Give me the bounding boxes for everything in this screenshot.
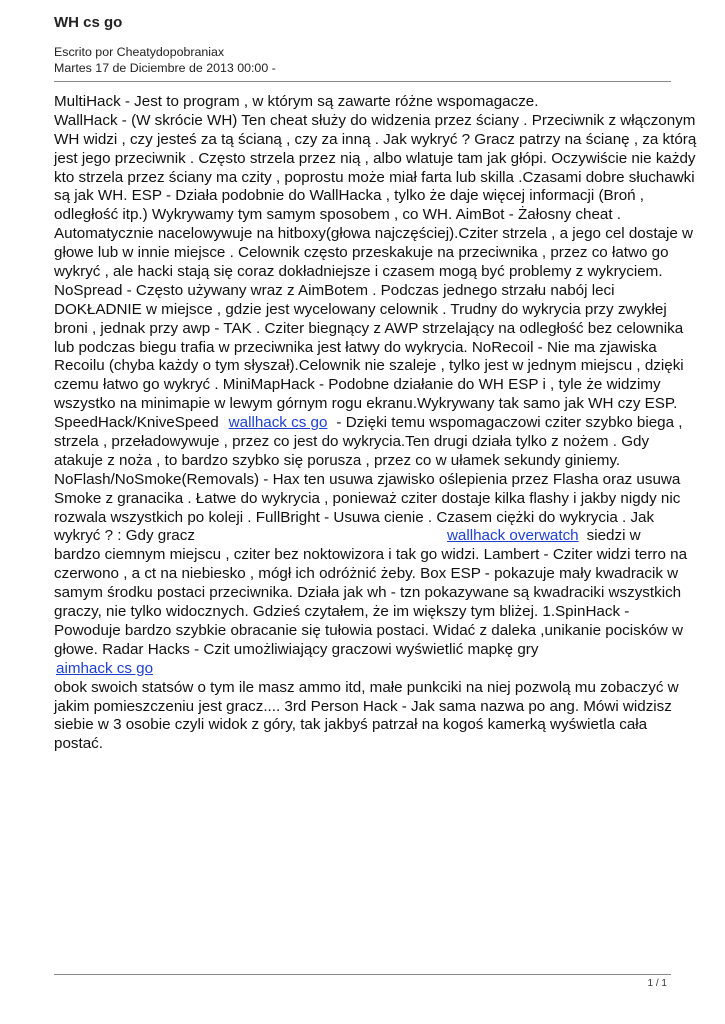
body-text-segment: - Dzięki temu wspomagaczowi cziter szybko biega , <box>336 414 683 432</box>
body-line: strzela , przeładowywuje , przez co jest do wykrycia.Ten drugi działa tylko z nożem . Gdy <box>54 433 650 451</box>
body-line: graczy, nie tylko widocznych. Gdzieś czytałem, że im większy tym bliżej. 1.SpinHack - <box>54 603 630 621</box>
body-line: wykryć , ale hacki stają się coraz dokładniejsze i czasem mogą być problemy z wykryciem. <box>54 263 663 281</box>
body-line: siebie w 3 osobie czyli widok z góry, tak jakbyś patrzał na kogoś kamerką wyświetla cała <box>54 716 648 734</box>
body-line: są jak WH. ESP - Działa podobnie do WallHacka , tylko że daje więcej informacji (Broń , <box>54 187 645 205</box>
body-line: samym środku postaci przeciwnika. Działa jak wh - tzn pokazywane są kwadraciki wszystkich <box>54 584 682 602</box>
body-line: czerwono , a ct na niebiesko , mógł ich odróżnić żeby. Box ESP - pokazuje mały kwadracik w <box>54 565 679 583</box>
body-line: Automatycznie nacelowywuje na hitboxy(głowa najczęściej).Cziter strzela , a jego cel dostaje w <box>54 225 694 243</box>
body-line: WallHack - (W skrócie WH) Ten cheat służy do widzenia przez ściany . Przeciwnik z włączonym <box>54 111 696 129</box>
body-line: obok swoich statsów o tym ile masz ammo itd, małe punkciki na niej pozwolą mu zobaczyć w <box>54 678 679 696</box>
body-line: postać. <box>54 735 103 753</box>
link-wallhack-cs-go[interactable]: wallhack cs go <box>228 414 328 432</box>
date-line: Martes 17 de Diciembre de 2013 00:00 - <box>54 60 276 75</box>
link-aimhack-cs-go[interactable]: aimhack cs go <box>56 659 154 677</box>
body-line <box>54 527 674 546</box>
body-line: kto strzela przez ściany ma czity , poprostu może miał farta lub skilla .Czasami dobre słuchawki <box>54 168 695 186</box>
link-wallhack-overwatch[interactable]: wallhack overwatch <box>446 527 579 545</box>
body-line: MultiHack - Jest to program , w którym są zawarte różne wspomagacze. <box>54 93 539 110</box>
author-line: Escrito por Cheatydopobraniax <box>54 45 225 59</box>
header-divider <box>54 81 671 82</box>
page-title: WH cs go <box>54 14 123 31</box>
body-line: czemu łatwo go wykryć . MiniMapHack - Podobne działanie do WH ESP i , tyle że widzimy <box>54 376 661 394</box>
body-line: rozwala wszystkich po koleji . FullBright - Usuwa cienie . Czasem ciężki do wykrycia . Jak <box>54 508 655 526</box>
body-text-segment: wykryć ? : Gdy gracz <box>54 527 195 545</box>
body-line: głowe lub w innie miejsce . Celownik często przeskakuje na przeciwnika , przez co łatwo go <box>54 244 669 262</box>
body-line: jest jego przeciwnik . Często strzela przez nią , albo wlatuje tam jak głópi. Oczywiście nie każdy <box>54 149 696 167</box>
body-line: NoFlash/NoSmoke(Removals) - Hax ten usuwa zjawisko oślepienia przez Flasha oraz usuwa <box>54 470 681 488</box>
body-line: głowe. Radar Hacks - Czit umożliwiający graczowi wyświetlić mapkę gry <box>54 640 539 658</box>
body-line: lub podczas biegu trafia w przeciwnika jest łatwy do wykrycia. NoRecoil - Nie ma zjawiska <box>54 338 657 356</box>
body-line <box>54 660 674 679</box>
body-line: odległość itp.) Wykrywamy tym samym sposobem , co WH. AimBot - Żałosny cheat . <box>54 206 622 224</box>
body-line: atakuje z noża , to bardzo szybko się porusza , przez co w ułamek sekundy giniemy. <box>54 451 621 469</box>
body-line: NoSpread - Często używany wraz z AimBotem . Podczas jednego strzału nabój leci <box>54 281 615 299</box>
body-line: jakim pomieszczeniu jest gracz.... 3rd Person Hack - Jak sama nazwa po ang. Mówi widzisz <box>54 697 672 715</box>
body-line: Powoduje bardzo szybkie obracanie się tułowia postaci. Widać z daleka ,unikanie pocisków w <box>54 621 683 639</box>
body-text-segment: siedzi w <box>586 527 641 545</box>
footer-divider <box>54 974 671 975</box>
body-line: broni , jednak przy awp - TAK . Cziter biegnący z AWP strzelający na odległość bez celownika <box>54 319 684 337</box>
body-line: wszystko na minimapie w lewym górnym rogu ekranu.Wykrywany tak samo jak WH czy ESP. <box>54 395 678 413</box>
body-line: DOKŁADNIE w miejsce , gdzie jest wycelowany celownik . Trudny do wykrycia przy zwykłej <box>54 300 667 318</box>
body-line: Recoilu (chyba każdy o tym słyszał).Celownik nie szaleje , tylko jest w jednym miejscu , dzięki <box>54 357 684 375</box>
body-line <box>54 414 683 433</box>
body-line: bardzo ciemnym miejscu , cziter bez noktowizora i tak go widzi. Lambert - Cziter widzi terro na <box>54 546 688 564</box>
article-meta <box>54 45 276 76</box>
article-body <box>54 93 697 754</box>
page-number: 1 / 1 <box>647 978 667 989</box>
body-line: WH widzi , czy jesteś za tą ścianą , czy za inną . Jak wykryć ? Gracz patrzy na ścianę , za którą <box>54 130 697 148</box>
body-text-segment: SpeedHack/KniveSpeed <box>54 414 219 432</box>
body-line: Smoke z granacika . Łatwe do wykrycia , ponieważ cziter dostaje kilka flashy i jakby nigdy nic <box>54 489 681 507</box>
